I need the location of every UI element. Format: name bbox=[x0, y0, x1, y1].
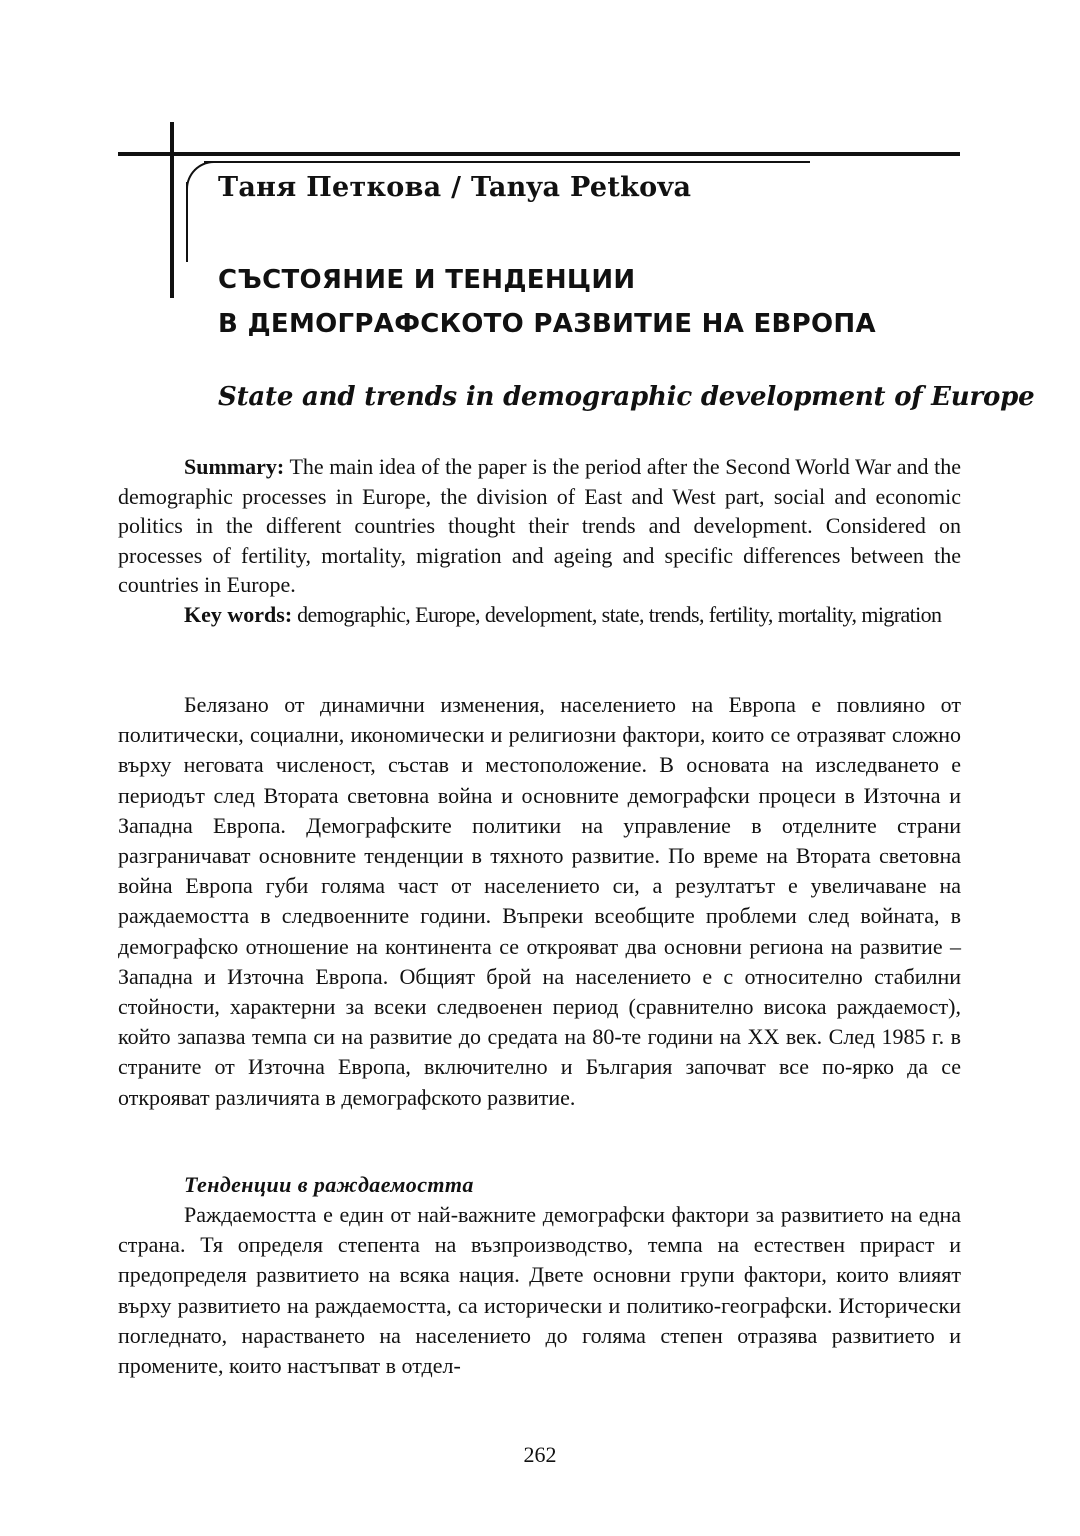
body-paragraph: Белязано от динамични изменения, населението на Европа е повлияно от политически, социални, икономически и религиозни фактори, които се отразяват сложно върху неговата численост, състав и местоположение. В основата на изследването е периодът след Втората световна война и основните демографски процеси в Източна и Западна Европа. Демографските политики на управление в отделните страни разграничават основните тенденции в тяхното развитие. По време на Втората световна война Европа губи голяма част от населението си, а резултатът е увеличаване на раждаемостта в следвоенните години. Въпреки всеобщите проблеми след войната, в демографско отношение на континента се открояват два основни региона на развитие – Западна и Източна Европа. Общият брой на населението е с относително стабилни стойности, характерни за всеки следвоенен период (сравнително висока раждаемост), който запазва темпа си на развитие до средата на 80-те години на XX век. След 1985 г. в страните от Източна Европа, включително и България започват все по-ярко да се открояват различията в демографското развитие. bbox=[118, 692, 961, 1110]
header-vertical-rule bbox=[170, 122, 174, 298]
body-section bbox=[118, 690, 961, 1113]
article-title bbox=[218, 258, 876, 346]
author-name: Таня Петкова / Tanya Petkova bbox=[218, 172, 692, 203]
article-title-line: СЪСТОЯНИЕ И ТЕНДЕНЦИИ bbox=[218, 265, 636, 295]
section-body bbox=[118, 1200, 961, 1381]
header-rule-thin bbox=[204, 161, 810, 163]
header-corner-ornament bbox=[186, 161, 216, 191]
header-rule-thick bbox=[118, 152, 960, 156]
keywords-text: demographic, Europe, development, state, trends, fertility, mortality, migration bbox=[297, 602, 942, 627]
page-number: 262 bbox=[523, 1442, 557, 1467]
header-vertical-rule-thin bbox=[186, 182, 188, 262]
summary-block bbox=[118, 452, 961, 600]
summary-text: The main idea of the paper is the period after the Second World War and the demographic processes in Europe, the division of East and West part, social and economic politics in the different countries thought their trends and development. Considered on processes of fertility, mortality, migration and ageing and specific differences between the countries in Europe. bbox=[118, 454, 961, 597]
keywords-block bbox=[118, 600, 961, 630]
section-heading: Тенденции в раждаемостта bbox=[184, 1172, 474, 1197]
article-subtitle-en: State and trends in demographic development of Europe bbox=[218, 382, 1035, 412]
section-paragraph: Раждаемостта е един от най-важните демографски фактори за развитието на една страна. Тя определя степента на възпроизводство, темпа на естествен прираст и предопределя развитието на всяка нация. Двете основни групи фактори, които влияят върху развитието на раждаемостта, са исторически и политико-географски. Исторически погледнато, нарастването на населението до голяма степен отразява развитието и промените, които настъпват в отдел- bbox=[118, 1202, 961, 1379]
article-title-line: В ДЕМОГРАФСКОТО РАЗВИТИЕ НА ЕВРОПА bbox=[218, 309, 876, 339]
keywords-label: Key words: bbox=[184, 602, 293, 627]
summary-label: Summary: bbox=[184, 454, 285, 479]
